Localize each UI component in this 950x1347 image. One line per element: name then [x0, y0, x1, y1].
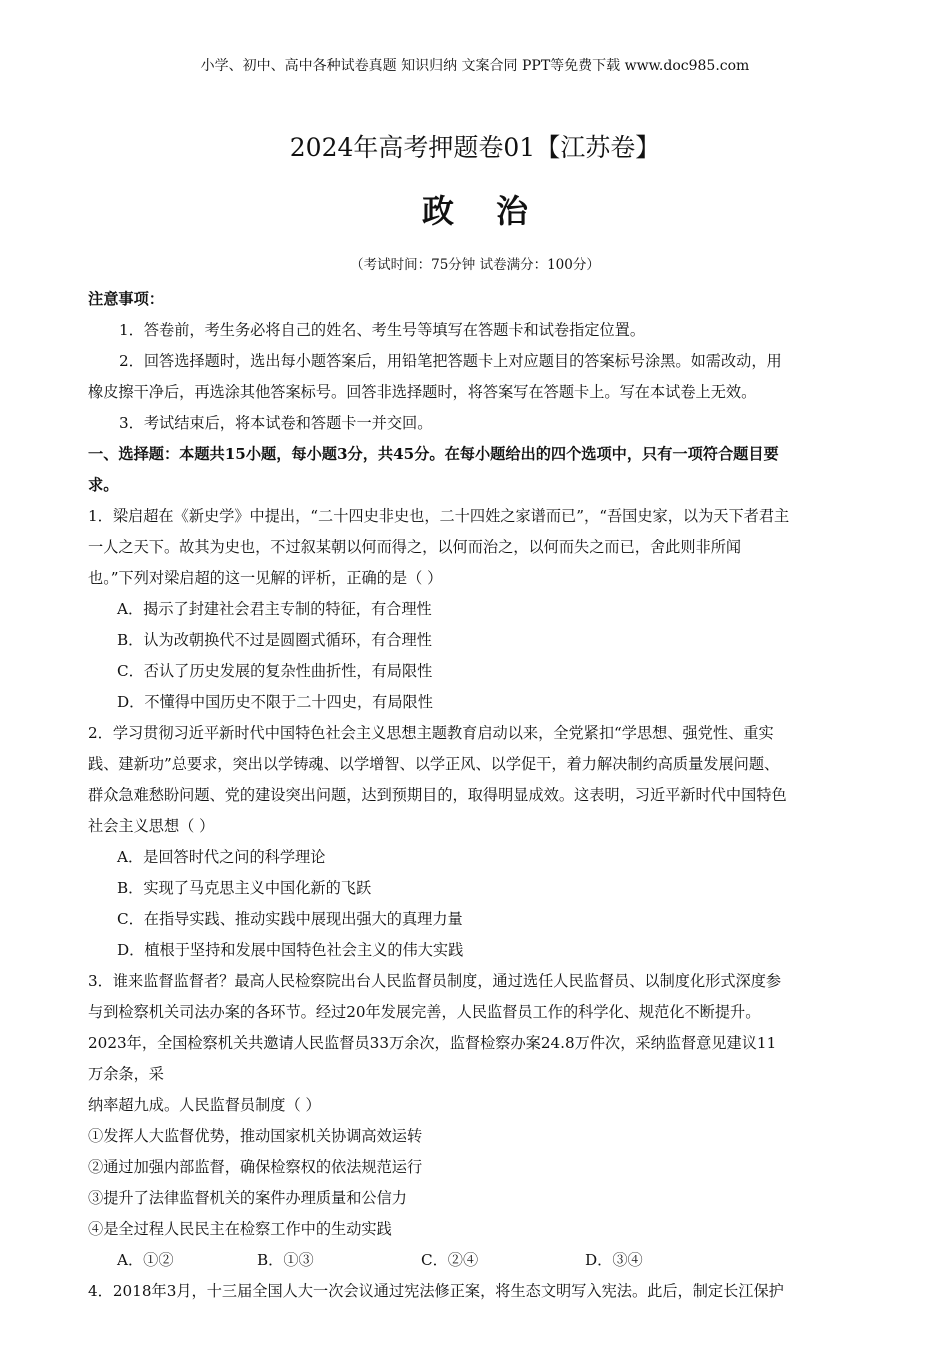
- subject-char-1: 政: [421, 192, 454, 230]
- paper-body: [88, 284, 863, 1307]
- q3-stem-line-3: 2023年，全国检察机关共邀请人民监督员33万余次，监督检察办案24.8万件次，采纳监督意见建议11: [88, 1034, 777, 1052]
- note-1: 1．答卷前，考生务必将自己的姓名、考生号等填写在答题卡和试卷指定位置。: [119, 321, 646, 339]
- paper-title: 2024年高考押题卷01【江苏卷】: [289, 133, 661, 162]
- q2-stem-line-1: 2．学习贯彻习近平新时代中国特色社会主义思想主题教育启动以来，全党紧扣“学思想、强党性、重实: [88, 724, 774, 742]
- q2-stem-line-2: 践、建新功”总要求，突出以学铸魂、以学增智、以学正风、以学促干，着力解决制约高质量发展问题、: [88, 755, 780, 773]
- q2-option-d: D．植根于坚持和发展中国特色社会主义的伟大实践: [117, 941, 464, 959]
- q2-option-c: C．在指导实践、推动实践中展现出强大的真理力量: [117, 910, 463, 928]
- q3-options: [88, 1245, 863, 1276]
- q3-option-b: B．①③: [257, 1251, 314, 1269]
- q1-option-d: D．不懂得中国历史不限于二十四史，有局限性: [117, 693, 433, 711]
- q2-option-b: B．实现了马克思主义中国化新的飞跃: [117, 879, 372, 897]
- subject-title: [0, 187, 950, 235]
- q2-option-a: A．是回答时代之问的科学理论: [117, 848, 326, 866]
- q1-stem-line-3: 也。”下列对梁启超的这一见解的评析，正确的是（ ）: [88, 569, 443, 587]
- q3-stem-line-1: 3．谁来监督监督者？最高人民检察院出台人民监督员制度，通过选任人民监督员、以制度化形式深度参: [88, 972, 782, 990]
- q3-option-d: D．③④: [585, 1251, 643, 1269]
- q3-stem-line-5: 纳率超九成。人民监督员制度（ ）: [88, 1096, 321, 1114]
- q3-statement-4: ④是全过程人民民主在检察工作中的生动实践: [88, 1220, 392, 1238]
- q3-statement-1: ①发挥人大监督优势，推动国家机关协调高效运转: [88, 1127, 423, 1145]
- q1-option-b: B．认为改朝换代不过是圆圈式循环，有合理性: [117, 631, 432, 649]
- subject-char-2: 治: [496, 192, 529, 230]
- q1-stem-line-1: 1．梁启超在《新史学》中提出，“二十四史非史也，二十四姓之家谱而已”，“吾国史家，以为天下者君主: [88, 507, 790, 525]
- section-1-heading-line-2: 求。: [88, 476, 119, 494]
- note-3: 3．考试结束后，将本试卷和答题卡一并交回。: [119, 414, 433, 432]
- q3-option-a: A．①②: [117, 1251, 174, 1269]
- q1-option-c: C．否认了历史发展的复杂性曲折性，有局限性: [117, 662, 433, 680]
- q3-option-c: C．②④: [421, 1251, 479, 1269]
- q1-option-a: A．揭示了封建社会君主专制的特征，有合理性: [117, 600, 432, 618]
- q3-statement-3: ③提升了法律监督机关的案件办理质量和公信力: [88, 1189, 407, 1207]
- note-2-line-1: 2．回答选择题时，选出每小题答案后，用铅笔把答题卡上对应题目的答案标号涂黑。如需改动，用: [119, 352, 782, 370]
- section-1-heading-line-1: 一、选择题：本题共15小题，每小题3分，共45分。在每小题给出的四个选项中，只有一项符合题目要: [88, 445, 779, 463]
- notes-heading: 注意事项：: [88, 290, 164, 308]
- q1-stem-line-2: 一人之天下。故其为史也，不过叙某朝以何而得之，以何而治之，以何而失之而已，舍此则非所闻: [88, 538, 742, 556]
- site-banner: 小学、初中、高中各种试卷真题 知识归纳 文案合同 PPT等免费下载 www.doc985.com: [200, 58, 750, 74]
- q3-statement-2: ②通过加强内部监督，确保检察权的依法规范运行: [88, 1158, 423, 1176]
- q2-stem-line-4: 社会主义思想（ ）: [88, 817, 215, 835]
- exam-info: （考试时间：75分钟 试卷满分：100分）: [350, 257, 600, 273]
- q3-stem-line-4: 万余条，采: [88, 1065, 164, 1083]
- q2-stem-line-3: 群众急难愁盼问题、党的建设突出问题，达到预期目的，取得明显成效。这表明，习近平新时代中国特色: [88, 786, 787, 804]
- q4-stem-line-1: 4．2018年3月，十三届全国人大一次会议通过宪法修正案，将生态文明写入宪法。此后，制定长江保护: [88, 1282, 784, 1300]
- q3-stem-line-2: 与到检察机关司法办案的各环节。经过20年发展完善，人民监督员工作的科学化、规范化不断提升。: [88, 1003, 761, 1021]
- note-2-line-2: 橡皮擦干净后，再选涂其他答案标号。回答非选择题时，将答案写在答题卡上。写在本试卷上无效。: [88, 383, 757, 401]
